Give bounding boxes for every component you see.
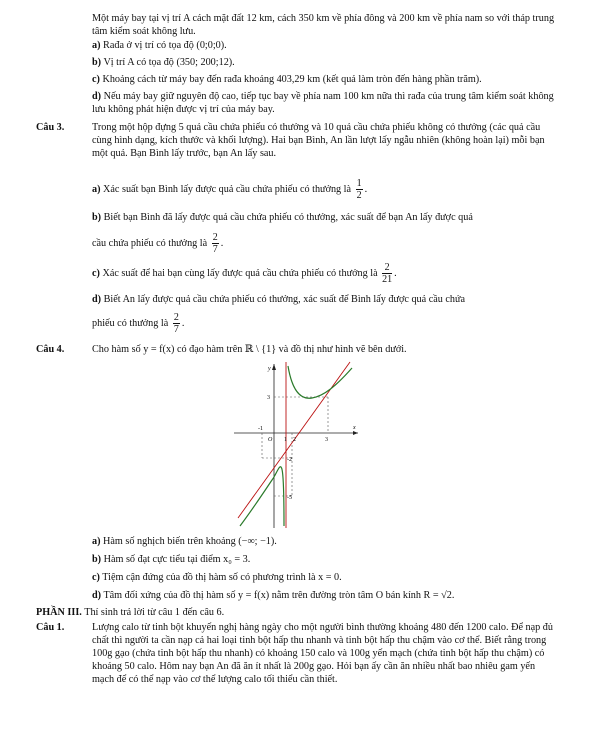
q3-item-d: d) Biết An lấy được quả cầu chứa phiếu có thưởng, xác suất để Bình lấy được quả cầu chứa phiếu có thưởng là $\frac{2}{7}$ . <box>92 294 466 335</box>
intro-paragraph: Một máy bay tại vị trí A cách mặt đất 12 km, cách 350 km về phía đông và 200 km về phía nam so với tháp trung tâm kiểm soát không lưu. <box>92 13 555 37</box>
part3-text: Thí sinh trả lời từ câu 1 đến câu 6. <box>84 607 225 618</box>
item-label: c) <box>92 572 100 583</box>
q4-item-c <box>92 571 558 584</box>
function-graph <box>232 360 362 530</box>
y-axis-label: y <box>268 366 271 372</box>
fraction <box>212 232 219 255</box>
item-label: c) <box>92 74 100 85</box>
curve-left-branch <box>240 467 284 526</box>
y-axis-arrow <box>272 364 276 370</box>
item-text: Tiệm cận đứng của đồ thị hàm số có phương trình là x = 0. <box>102 572 342 583</box>
fraction <box>382 262 392 285</box>
intro-item-d <box>92 90 558 116</box>
tick-label-y: -5 <box>287 495 292 501</box>
fraction-numerator: 2 <box>173 312 179 323</box>
item-label: c) <box>92 267 100 279</box>
item-label: a) <box>92 183 101 195</box>
tick-label-y: 3 <box>267 395 270 401</box>
fraction <box>173 312 180 335</box>
q4-item-d <box>92 589 558 602</box>
q3-text: Trong một hộp đựng 5 quả cầu chứa phiếu có thưởng và 10 quả cầu chứa phiếu không có thưởng (các quả cầu cùng hình dạng, kích thước và khối lượng). Hai bạn Bình, An lần lượt lấy ngẫu nhiên (không hoàn lại) mỗi bạn một quả. Bạn Bình lấy trước, bạn An lấy sau. <box>92 122 545 159</box>
tick-label-x: -1 <box>258 426 263 432</box>
item-text: Tâm đối xứng của đồ thị hàm số y = f(x) nằm trên đường tròn tâm O bán kính R = √2. <box>103 590 455 601</box>
item-text: Xác suất để hai bạn cùng lấy được quả cầu chứa phiếu có thưởng là <box>102 267 378 279</box>
q4-item-a <box>92 535 558 548</box>
tick-label-x: 1 <box>284 437 287 443</box>
item-text: Xác suất bạn Bình lấy được quả cầu chứa phiếu có thưởng là <box>103 183 352 195</box>
fraction <box>356 178 363 201</box>
fraction-numerator: 1 <box>356 178 362 189</box>
fraction-denominator: 21 <box>382 274 393 285</box>
intro-item-c <box>92 73 558 86</box>
item-label: a) <box>92 536 101 547</box>
part3-label: PHẦN III. <box>36 607 82 618</box>
x-axis-arrow <box>353 431 358 435</box>
p3q1-text: Lượng calo từ tinh bột khuyến nghị hàng ngày cho một người bình thường khoảng 480 đến 1200 calo. Để nạp đủ chất thì người ta cần nạp cả hai loại tinh bột hấp thu nhanh và tinh bột hấp thu chậm vào cơ thể. Biết rằng trong 100g gạo (chứa tinh bột hấp thu nhanh) có khoảng 150 calo và 100g yến mạch (chứa tinh bột hấp thu chậm) có khoảng 50 calo. Hôm nay bạn An đã ăn ít nhất là 200g gạo. Hỏi bạn ấy cần ăn nhiều nhất bao nhiêu gam yến mạch để có thể nạp vào cơ thể lượng calo tối thiểu cần thiết. <box>92 622 553 685</box>
item-text: Vị trí A có tọa độ (350; 200;12). <box>103 57 235 68</box>
item-label: a) <box>92 40 101 51</box>
intro-item-a <box>92 39 558 52</box>
item-label: b) <box>92 57 102 68</box>
q3-item-a: a) Xác suất bạn Bình lấy được quả cầu chứa phiếu có thưởng là $\frac{1}{2}$ . <box>92 178 368 201</box>
p3q1-label: Câu 1. <box>36 622 65 633</box>
tick-label-y: -2 <box>287 457 292 463</box>
part3-heading <box>36 606 556 619</box>
tick-label-x: 3 <box>325 437 328 443</box>
fraction-denominator: 7 <box>212 244 218 255</box>
q4-text: Cho hàm số y = f(x) có đạo hàm trên ℝ \ {1} và đồ thị như hình vẽ bên dưới. <box>92 344 407 355</box>
curve-right-branch <box>288 366 352 398</box>
fraction-numerator: 2 <box>382 262 392 274</box>
item-text: Hàm số nghịch biến trên khoảng (−∞; −1). <box>103 536 277 547</box>
intro-item-b <box>92 56 558 69</box>
item-label: b) <box>92 554 102 565</box>
item-label: d) <box>92 294 102 305</box>
fraction-numerator: 2 <box>212 232 218 243</box>
item-label: d) <box>92 91 102 102</box>
fraction-denominator: 2 <box>356 190 362 201</box>
q4-label: Câu 4. <box>36 344 65 355</box>
item-text: Biết An lấy được quả cầu chứa phiếu có thưởng, xác suất để Bình lấy được quả cầu chứa <box>103 294 466 305</box>
item-label: d) <box>92 590 102 601</box>
tick-label-x: 2 <box>293 437 296 443</box>
item-text: Biết bạn Bình đã lấy được quả cầu chứa phiếu có thưởng, xác suất để bạn An lấy được quả <box>103 212 473 223</box>
item-text: Nếu máy bay giữ nguyên độ cao, tiếp tục bay về phía nam 100 km nữa thì rađa của trung tâm kiểm soát không lưu không phát hiện được vị trí của máy bay. <box>92 91 554 115</box>
x-axis-label: x <box>353 425 356 431</box>
item-label: b) <box>92 212 102 223</box>
q3-label: Câu 3. <box>36 122 65 133</box>
item-text: Hàm số đạt cực tiểu tại điểm x₀ = 3. <box>103 554 251 565</box>
q3-item-b: b) Biết bạn Bình đã lấy được quả cầu chứa phiếu có thưởng, xác suất để bạn An lấy được quả cầu chứa phiếu có thưởng là $\frac{2}{7}$ . <box>92 212 473 255</box>
item-text-cont: cầu chứa phiếu có thưởng là <box>92 237 208 249</box>
item-text: Khoảng cách từ máy bay đến rađa khoảng 403,29 km (kết quả làm tròn đến hàng phần trăm). <box>102 74 482 85</box>
item-text-cont: phiếu có thưởng là <box>92 317 169 329</box>
q3-item-c: c) Xác suất để hai bạn cùng lấy được quả cầu chứa phiếu có thưởng là $\frac{2}{21}$ . <box>92 262 397 285</box>
origin-label: O <box>268 437 273 443</box>
item-text: Rađa ở vị trí có tọa độ (0;0;0). <box>103 40 227 51</box>
fraction-denominator: 7 <box>173 324 179 335</box>
q4-item-b <box>92 553 558 566</box>
